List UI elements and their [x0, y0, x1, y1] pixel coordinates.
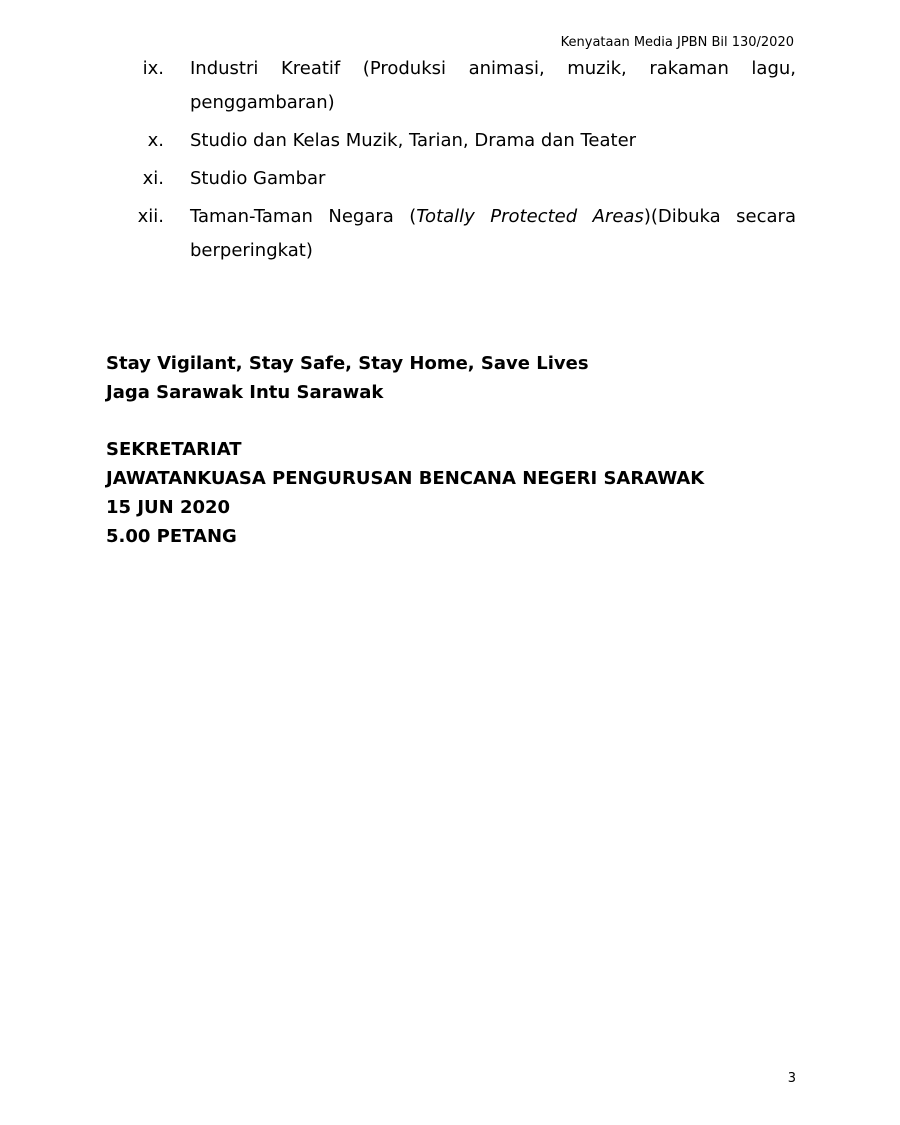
list-item-number: ix. [142, 58, 164, 79]
list-item [120, 200, 796, 268]
list-item-number: x. [147, 130, 164, 151]
release-date: 15 JUN 2020 [106, 497, 231, 518]
list-item-text: Industri Kreatif (Produksi animasi, muzik, rakaman lagu, penggambaran) [190, 58, 796, 113]
list-item-text-start: Taman-Taman Negara ( [190, 206, 417, 227]
list-item [120, 124, 796, 158]
committee-name: JAWATANKUASA PENGURUSAN BENCANA NEGERI SARAWAK [106, 468, 705, 489]
list-item-text: Studio dan Kelas Muzik, Tarian, Drama dan Teater [190, 130, 637, 151]
page-number: 3 [787, 1071, 796, 1086]
list-item [120, 52, 796, 120]
signature-block [106, 435, 704, 551]
list-item-text-italic: Totally Protected Areas [416, 206, 644, 227]
reopened-sectors-list [120, 52, 796, 272]
slogan-line: Stay Vigilant, Stay Safe, Stay Home, Save Lives [106, 353, 589, 374]
list-item [120, 162, 796, 196]
slogans [106, 349, 589, 407]
list-item-text: Studio Gambar [190, 168, 326, 189]
list-item-number: xii. [137, 206, 164, 227]
secretariat-label: SEKRETARIAT [106, 439, 242, 460]
document-reference: Kenyataan Media JPBN Bil 130/2020 [560, 35, 794, 50]
slogan-line: Jaga Sarawak Intu Sarawak [106, 382, 384, 403]
list-item-text-end: )(Dibuka secara berperingkat) [190, 206, 796, 261]
list-item-number: xi. [142, 168, 164, 189]
release-time: 5.00 PETANG [106, 526, 237, 547]
list-item-text [190, 200, 796, 268]
